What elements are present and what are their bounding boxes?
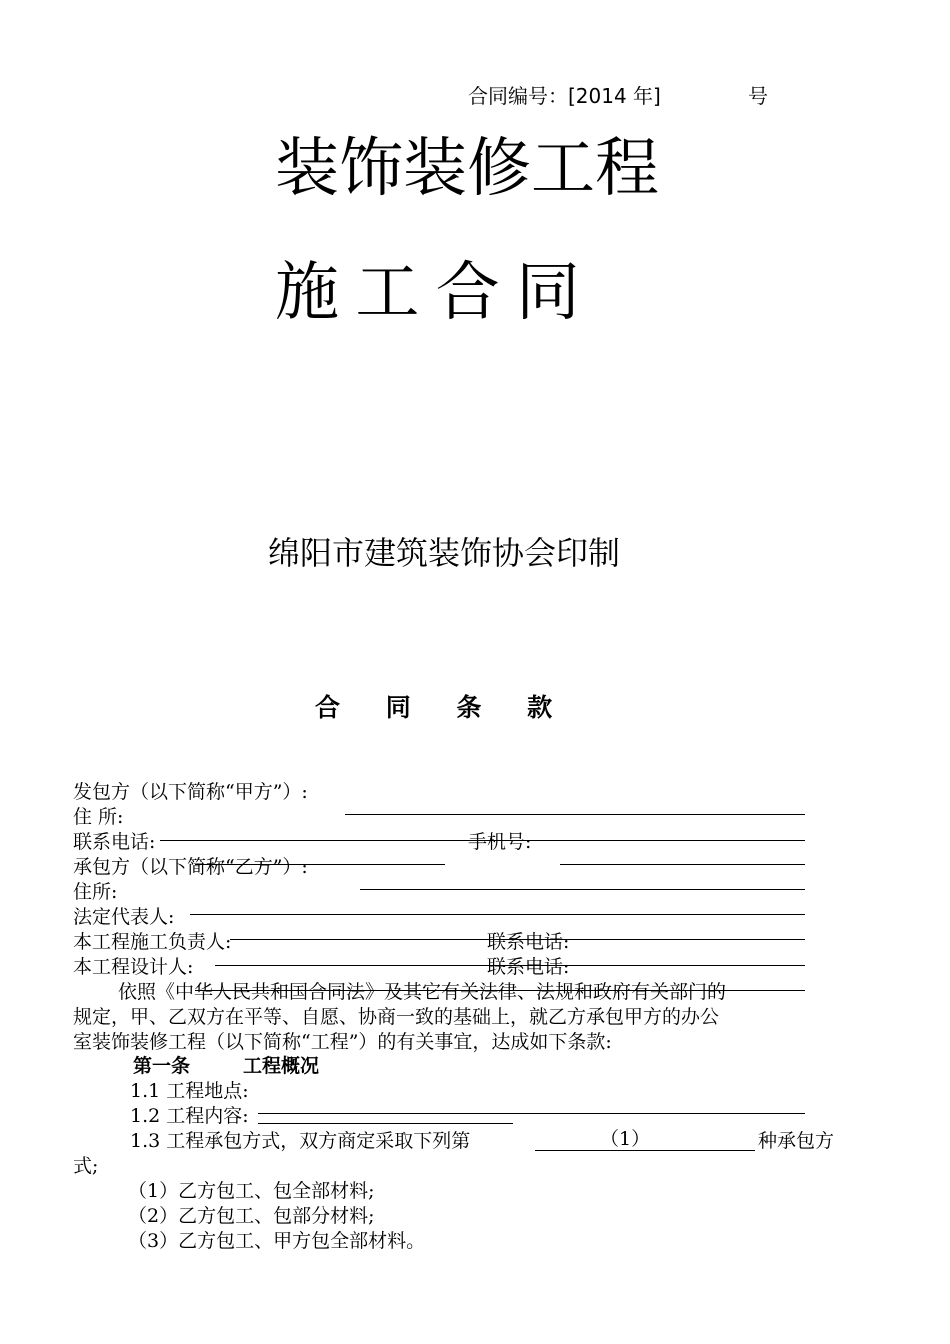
item-1-3-choice: （1）	[600, 1128, 651, 1150]
option-2: （2）乙方包工、包部分材料;	[128, 1205, 375, 1227]
preamble-overline	[195, 990, 805, 991]
cover-title-line2: 施 工 合 同	[275, 256, 579, 330]
cover-title-line1: 装饰装修工程	[275, 132, 659, 206]
contract-number-label: 合同编号：[2014 年]	[468, 84, 661, 108]
address-b-label: 住所:	[73, 881, 118, 903]
legal-rep-blank	[190, 914, 805, 915]
item-1-2: 1.2 工程内容:	[130, 1105, 249, 1127]
article1-title: 工程概况	[243, 1055, 320, 1077]
item-1-3-prefix: 1.3 工程承包方式，双方商定采取下列第	[130, 1130, 471, 1152]
legal-rep-label: 法定代表人:	[73, 906, 175, 928]
mobile-label: 手机号:	[468, 831, 532, 853]
contract-number-suffix: 号	[748, 84, 768, 108]
address-b-blank	[360, 889, 805, 890]
party-b-blank-left	[195, 864, 445, 865]
publisher: 绵阳市建筑装饰协会印制	[268, 534, 621, 572]
site-manager-label: 本工程施工负责人:	[73, 931, 232, 953]
party-a-blank	[345, 814, 805, 815]
designer-phone-label: 联系电话:	[487, 956, 570, 978]
preamble-line3: 室装饰装修工程（以下简称“工程”）的有关事宜，达成如下条款:	[73, 1031, 612, 1053]
party-b-label: 承包方（以下简称“乙方”）:	[73, 856, 308, 878]
address-a-label: 住 所:	[73, 806, 124, 828]
option-3: （3）乙方包工、甲方包全部材料。	[128, 1230, 426, 1252]
phone-label: 联系电话:	[73, 831, 156, 853]
item-1-2-blank	[258, 1113, 805, 1114]
terms-heading: 合 同 条 款	[315, 693, 557, 722]
item-1-3-suffix: 种承包方	[758, 1130, 835, 1152]
party-b-blank-right	[560, 864, 805, 865]
item-1-3-wrap: 式;	[73, 1155, 99, 1177]
option-1: （1）乙方包工、包全部材料;	[128, 1180, 375, 1202]
item-1-2-blank-short	[258, 1123, 513, 1124]
preamble-line1: 依照《中华人民共和国合同法》及其它有关法律、法规和政府有关部门的	[118, 981, 727, 1003]
party-a-label: 发包方（以下简称“甲方”）:	[73, 781, 308, 803]
site-manager-phone-label: 联系电话:	[487, 931, 570, 953]
item-1-1: 1.1 工程地点:	[130, 1080, 249, 1102]
designer-label: 本工程设计人:	[73, 956, 194, 978]
article1-number: 第一条	[133, 1055, 191, 1077]
preamble-line2: 规定，甲、乙双方在平等、自愿、协商一致的基础上，就乙方承包甲方的办公	[73, 1006, 720, 1028]
